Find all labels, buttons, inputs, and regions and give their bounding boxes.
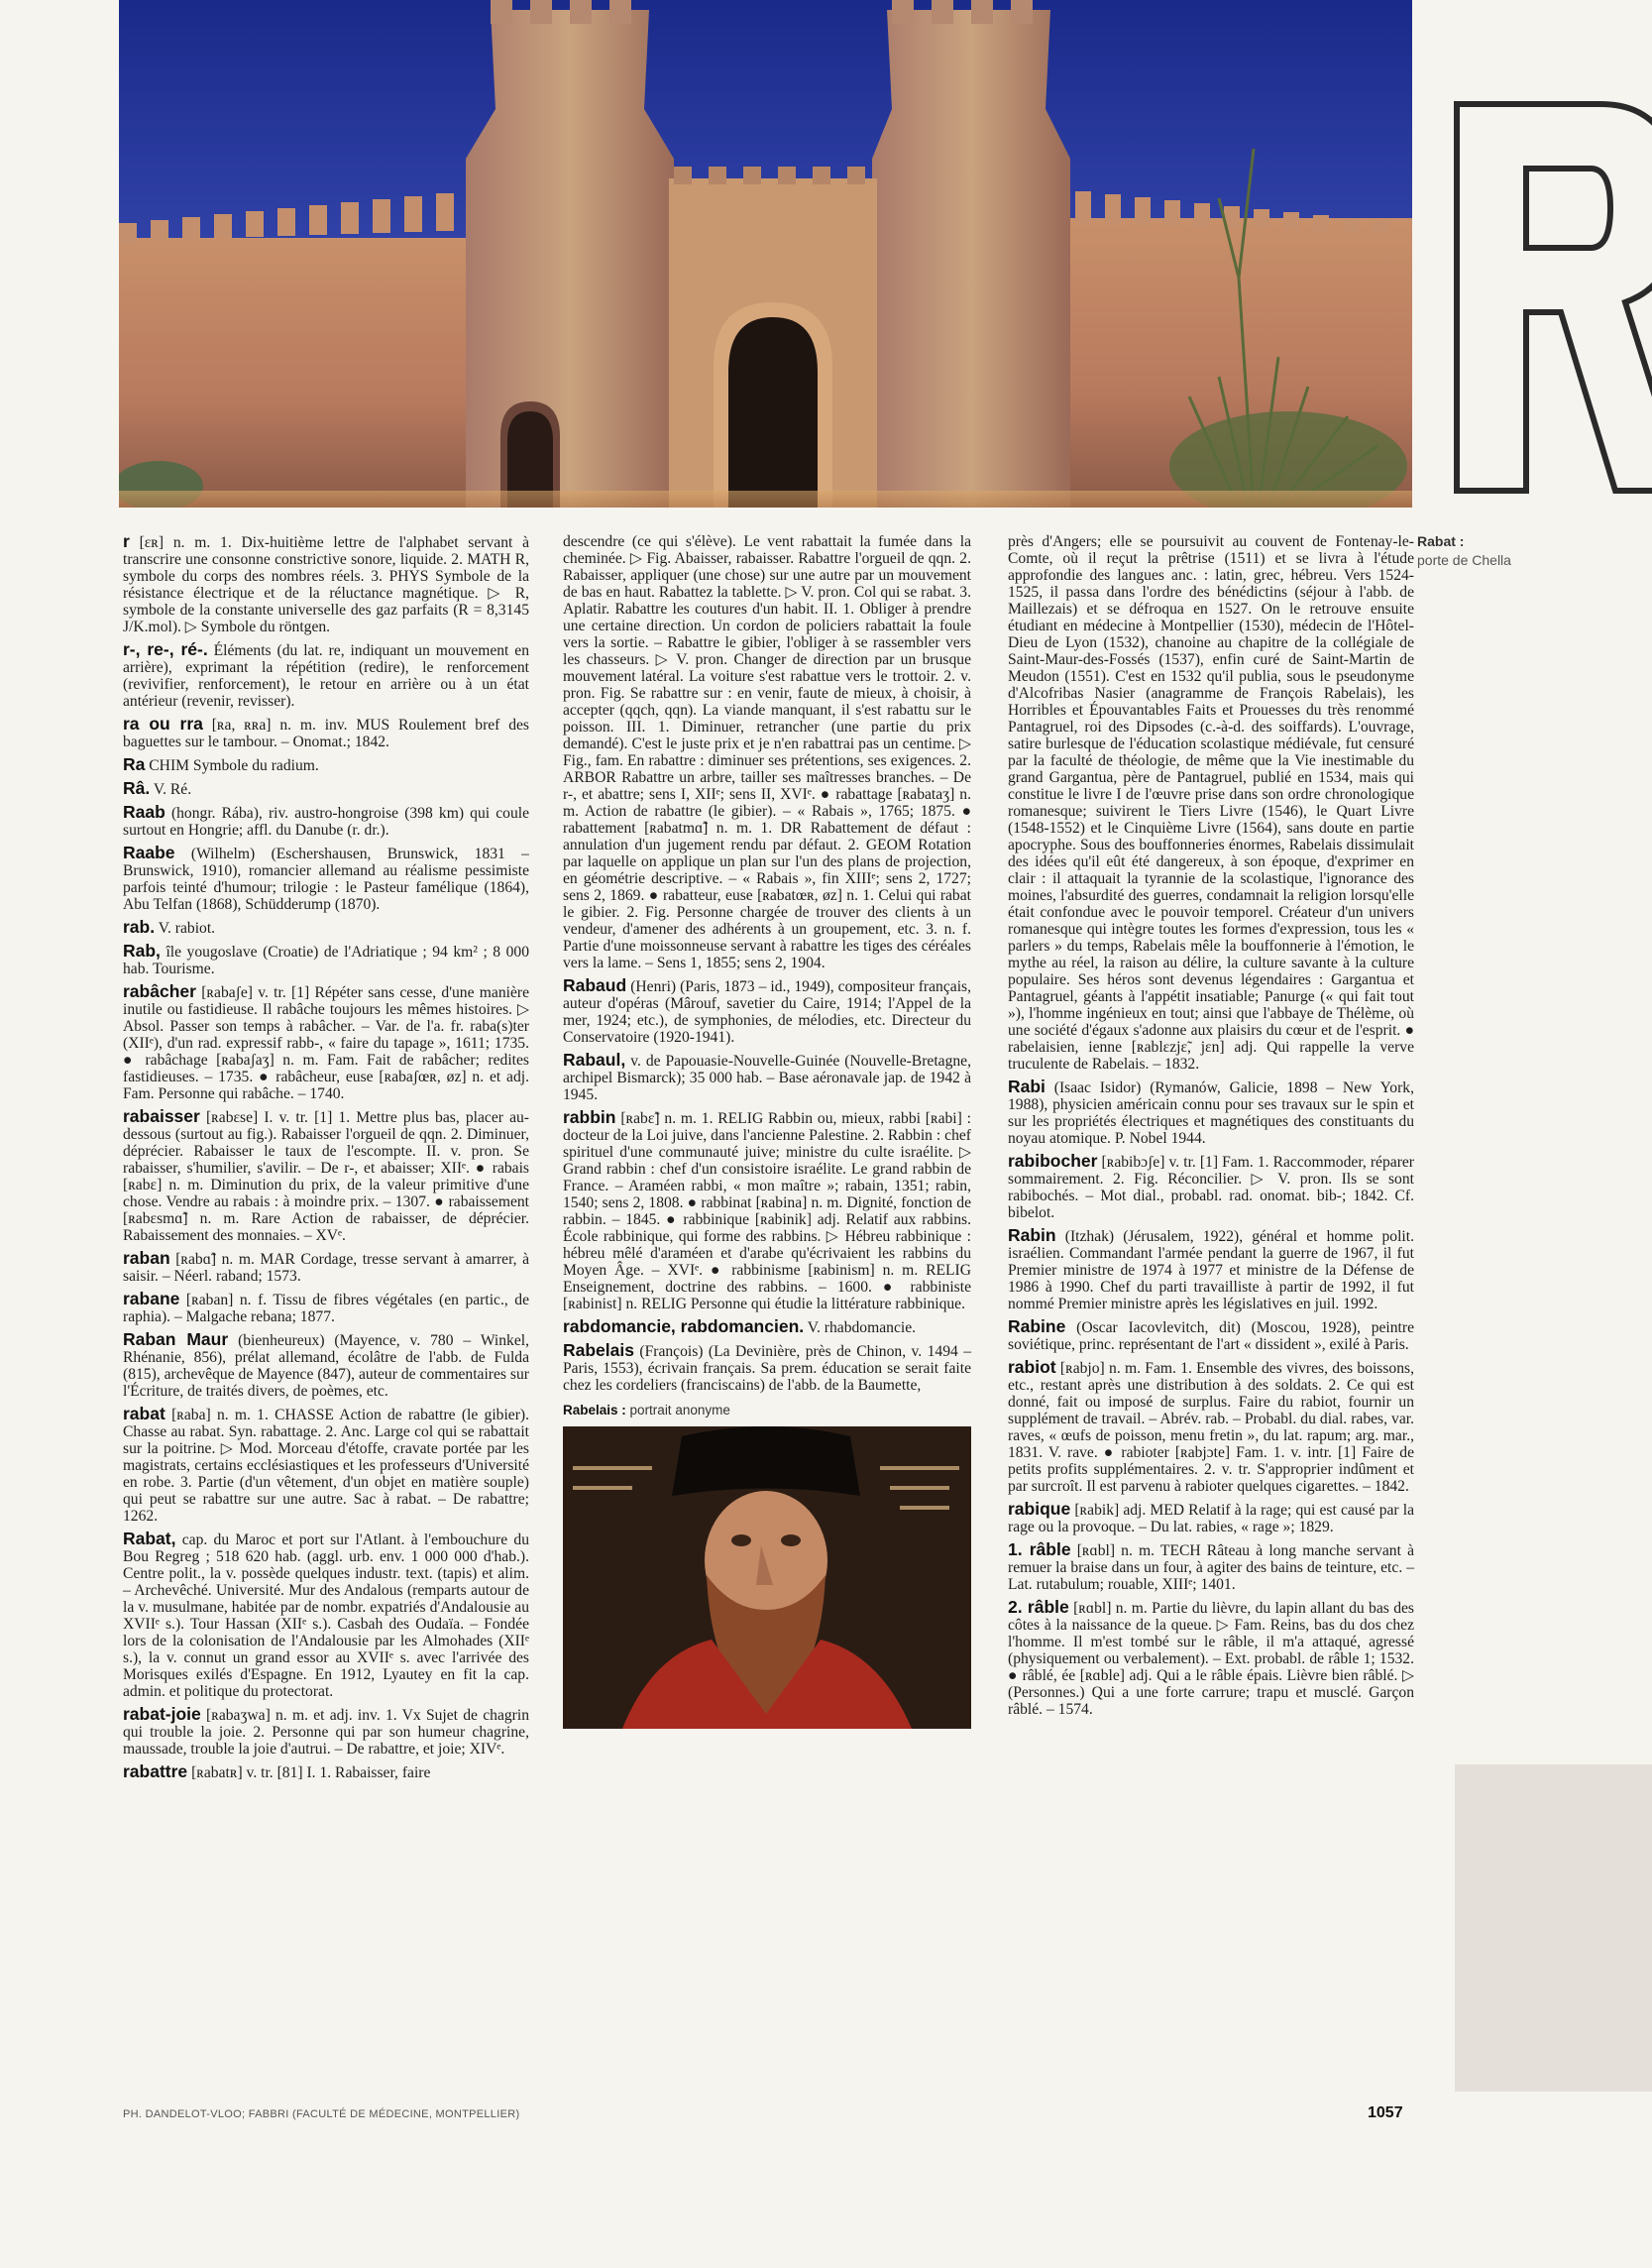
entry-definition: V. rabiot. [158,920,216,937]
entry-definition: CHIM Symbole du radium. [149,757,319,774]
column-1 [123,533,529,1787]
dictionary-entry [563,533,971,971]
dictionary-entry [1008,1153,1414,1221]
dictionary-entry [123,780,529,798]
entry-headword: rabbin [563,1107,616,1127]
dictionary-entry [123,1706,529,1758]
entry-definition: [ʀabibɔʃe] v. tr. [1] Fam. 1. Raccommoder, réparer sommairement. 2. Fig. Réconcilier. ▷ V. pron. Ils se sont rabibochés. – Mot dial., probabl. rad. onomat. bib-; 1842. Cf. bibelot. [1008,1154,1414,1221]
dictionary-entry [563,1318,971,1336]
entry-headword: Rabaud [563,975,627,995]
entry-definition: [ʀabjo] n. m. Fam. 1. Ensemble des vivres, des boissons, etc., restant après une distribution à des soldats. 2. Ce qui est donné, fait ou imposé de surplus. Faire du rabiot, fournir un supplément de travail. – Abrév. rab. – Probabl. du dial. rabes, var. raves, « œufs de poisson, menu fretin », du lat. rapum; arg. mar., 1831. V. rave. ● rabioter [ʀabjɔte] Fam. 1. v. intr. [1] Faire de petits profits supplémentaires. 2. v. tr. S'approprier indûment et par surcroît. Il est parvenu à rabioter quelques cigarettes. – 1842. [1008,1360,1414,1495]
entry-definition: [ɛʀ] n. m. 1. Dix-huitième lettre de l'alphabet servant à transcrire une consonne constrictive sonore, liquide. 2. MATH R, symbole du corps des nombres réels. 3. PHYS Symbole de la résistance électrique et de la réluctance magnétique. ▷ R, symbole de la constante universelle des gaz parfaits (R = 8,3145 J/K.mol). ▷ Symbole du röntgen. [123,534,529,635]
entry-headword: Raab [123,802,165,822]
dictionary-entry [123,919,529,937]
entry-definition: (Itzhak) (Jérusalem, 1922), général et homme polit. israélien. Commandant l'armée pendant la guerre de 1967, il fut Premier ministre de 1974 à 1977 et ministre de la Défense de 1986 à 1990. Chef du parti travailliste à partir de 1992, il fut nommé Premier ministre après les législatives en juil. 1992. [1008,1228,1414,1312]
chellah-gate-photo [119,0,1412,508]
entry-definition: [ʀabɑ̃] n. m. MAR Cordage, tresse servant à amarrer, à saisir. – Néerl. raband; 1573. [123,1251,529,1285]
entry-headword: Rabaul, [563,1050,626,1070]
dictionary-entry [563,1109,971,1312]
entry-headword: Raabe [123,843,175,862]
dictionary-entry [563,1052,971,1103]
dictionary-entry [123,1108,529,1244]
entry-definition: V. Ré. [153,781,192,798]
dictionary-entry [1008,1599,1414,1718]
entry-definition: Éléments (du lat. re, indiquant un mouvement en arrière), exprimant la répétition (redire), le renforcement (revivifier, renforcement), le retour en arrière ou à un état antérieur (revenir, revisser). [123,642,529,710]
dictionary-entry [123,716,529,750]
entry-headword: ra ou rra [123,714,203,734]
entry-definition: [ʀabik] adj. MED Relatif à la rage; qui est causé par la rage ou la provoque. – Du lat. rabies, « rage »; 1829. [1008,1502,1415,1535]
page-number: 1057 [1368,2104,1403,2121]
entry-headword: Ra [123,754,146,774]
portrait-caption-title: Rabelais : [563,1403,626,1418]
entry-headword: rabiot [1008,1357,1056,1377]
entry-headword: Rabi [1008,1077,1046,1096]
entry-headword: r-, re-, ré-. [123,639,208,659]
dictionary-entry [123,804,529,839]
dictionary-entry [1008,1359,1414,1495]
column-3 [1008,533,1414,1724]
entry-definition: près d'Angers; elle se poursuivit au couvent de Fontenay-le-Comte, où il reçut la prêtrise (1511) et se livra à l'étude approfondie des langues anc. : latin, grec, hébreu. Vers 1524-1525, il passa dans l'ordre des bénédictins (séjour à l'abb. de Maillezais) et se défroqua en 1527. On le retrouve ensuite étudiant en médecine à Montpellier (1530), médecin de l'Hôtel-Dieu de Lyon (1532), chanoine au chapitre de la collégiale de Saint-Maur-des-Fossés (1537), enfin curé de Saint-Martin de Meudon (1551). C'est en 1532 qu'il publia, sous le pseudonyme d'Alcofribas Nasier (anagramme de François Rabelais), les Horribles et Épouvantables Faits et Prouesses du très renommé Pantagruel, roi des Dipsodes (c.-à-d. des soiffards). L'ouvrage, satire burlesque de l'éducation scolastique médiévale, fut censuré par la faculté de théologie, de même que la Vie inestimable du grand Gargantua, père de Pantagruel, publié en 1534, mais qui constitue le livre I de l'œuvre prise dans son ordre chronologique romanesque; suivirent le Tiers Livre (1546), le Quart Livre (1548-1552) et le Cinquième Livre (1564), sans doute en partie apocryphe. Sous des bouffonneries énormes, Rabelais dissimulait des idées qu'il eût été dangereux, à son époque, d'exprimer en clair : il attaquait la tyrannie de la scolastique, l'ignorance des moines, l'absurdité des guerres, condamnait la religion lorsqu'elle était confondue avec le pouvoir temporel. Créateur d'un univers romanesque qui intègre toutes les formes d'expression, tous les « parlers » du temps, Rabelais mêle la bouffonnerie à l'émotion, le mythe au réel, la raison au délire, la culture savante à la culture populaire. Ses héros sont devenus légendaires : Gargantua et Pantagruel, géants à l'appétit insatiable; Panurge (« qui fait tout »), l'homme ingénieux en tout; ainsi que l'abbaye de Thélème, où une société d'égaux s'adonne aux plaisirs du cœur et de l'esprit. ● rabelaisien, ienne [ʀablɛzjɛ̃, jɛn] adj. Qui rappelle la verve truculente de Rabelais. – 1832. [1008,533,1414,1073]
entry-definition: [ʀaban] n. f. Tissu de fibres végétales (en partic., de raphia). – Malgache rebana; 1877. [123,1292,529,1325]
dictionary-entry [123,533,529,635]
entry-definition: (Isaac Isidor) (Rymanów, Galicie, 1898 – New York, 1988), physicien américain connu pour ses travaux sur le spin et sur les propriétés électriques et magnétiques des constituants du noyau atomique. P. Nobel 1944. [1008,1079,1414,1147]
dictionary-entry [1008,1501,1414,1535]
portrait-caption-text: portrait anonyme [629,1403,730,1418]
section-letter-r [1452,99,1652,496]
dictionary-entry [1008,1078,1414,1147]
dictionary-entry [123,1763,529,1781]
entry-definition: (bienheureux) (Mayence, v. 780 – Winkel, Rhénanie, 856), prélat allemand, écolâtre de l'abb. de Fulda (815), archevêque de Mayence (847), auteur de commentaires sur l'Écriture, de traités divers, de poèmes, etc. [123,1332,529,1400]
entry-headword: rab. [123,917,156,937]
dictionary-entry [563,977,971,1046]
entry-definition: (Oscar Iacovlevitch, dit) (Moscou, 1928), peintre soviétique, princ. représentant de l'art « dissident », exilé à Paris. [1008,1319,1414,1353]
dictionary-entry [1008,1227,1414,1312]
entry-definition: (Henri) (Paris, 1873 – id., 1949), compositeur français, auteur d'opéras (Mârouf, savetier du Caire, 1914; l'Appel de la mer, 1924; etc.), de symphonies, de mélodies, etc. Directeur du Conservatoire (1920-1941). [563,978,971,1046]
dictionary-entry [123,845,529,913]
dictionary-entry [1008,1318,1414,1353]
rabelais-portrait [563,1426,971,1729]
entry-definition: [ʀa, ʀʀa] n. m. inv. MUS Roulement bref des baguettes sur le tambour. – Onomat.; 1842. [123,717,529,750]
dictionary-entry [123,1250,529,1285]
entry-definition: descendre (ce qui s'élève). Le vent rabattait la fumée dans la cheminée. ▷ Fig. Abaisser, rabaisser. Rabattre l'orgueil de qqn. 2. Rabaisser, appliquer (une chose) sur une autre par un mouvement de bas en haut. Rabattez la tablette. ▷ V. pron. Col qui se rabat. 3. Aplatir. Rabattre les coutures d'un habit. II. 1. Obliger à prendre une certaine direction. Un cordon de policiers rabattait la foule vers la sortie. – Rabattre le gibier, l'obliger à se rassembler vers les chasseurs. ▷ V. pron. Changer de direction par un brusque mouvement latéral. La voiture s'est rabattue vers le trottoir. 2. v. pron. Fig. Se rabattre sur : en venir, faute de mieux, à choisir, à accepter (qqch, qqn). La viande manquant, il s'est rabattu sur le poisson. III. 1. Diminuer, retrancher (une partie du prix demandé). C'est le juste prix et je n'en rabattrai pas un centime. ▷ Fig., fam. En rabattre : diminuer ses prétentions, ses exigences. 2. ARBOR Rabattre un arbre, tailler ses maîtresses branches. – De r-, et abattre; sens I, XIIᵉ; sens II, XVIᵉ. ● rabattage [ʀabataʒ] n. m. Action de rabattre (le gibier). – « Rabais », 1765; 1875. ● rabattement [ʀabatmɑ̃] n. m. 1. DR Rabattement de défaut : annulation d'un jugement rendu par défaut. 2. GEOM Rotation par laquelle on applique un plan sur l'un des plans de projection, en géométrie descriptive. – « Rabais », fin XIIIᵉ; sens 2, 1727; sens 2, 1869. ● rabatteur, euse [ʀabatœʀ, øz] n. 1. Celui qui rabat le gibier. 2. Fig. Personne chargée de trouver des clients à un vendeur, d'amener des adhérents à un groupement, etc. 3. n. f. Partie d'une moissonneuse servant à rabattre les tiges des céréales vers la lame. – Sens 1, 1855; sens 2, 1904. [563,533,971,971]
entry-headword: Rabin [1008,1225,1056,1245]
entry-definition: île yougoslave (Croatie) de l'Adriatique ; 94 km² ; 8 000 hab. Tourisme. [123,944,529,977]
entry-headword: Rabelais [563,1340,634,1360]
entry-headword: Rabat, [123,1529,176,1548]
entry-headword: rabattre [123,1761,188,1781]
entry-headword: Raban Maur [123,1329,229,1349]
entry-definition: [ʀɑbl] n. m. TECH Râteau à long manche servant à remuer la braise dans un four, à agiter des bains de teinture, etc. – Lat. rutabulum; rouable, XIIIᵉ; 1401. [1008,1542,1414,1593]
dictionary-entry [123,943,529,977]
dictionary-entry [123,983,529,1102]
entry-headword: 1. râble [1008,1539,1071,1559]
photo-caption-title: Rabat : [1417,533,1465,549]
dictionary-entry [123,1331,529,1400]
dictionary-entry [1008,1541,1414,1593]
portrait-caption [563,1402,971,1418]
dictionary-entry [123,641,529,710]
entry-definition: (François) (La Devinière, près de Chinon, v. 1494 – Paris, 1553), écrivain français. Sa prem. éducation se serait faite chez les cordeliers (franciscains) de l'abb. de la Baumette, [563,1343,971,1394]
entry-headword: Rabine [1008,1316,1066,1336]
entry-definition: cap. du Maroc et port sur l'Atlant. à l'embouchure du Bou Regreg ; 518 620 hab. (aggl. urb. env. 1 000 000 d'hab.). Centre polit., la v. possède quelques industr. text. (tapis) et alim. – Archevêché. Université. Mur des Andalous (remparts autour de la v. musulmane, habitée par de nombr. expatriés d'Andalousie au XVIIᵉ s.). Tour Hassan (XIIᵉ s.). Casbah des Oudaïa. – Fondée lors de la colonisation de l'Andalousie par les Almohades (XIIᵉ s.), la v. connut un grand essor au XVIIᵉ s. avec l'arrivée des Morisques exilés d'Espagne. En 1912, Lyautey en fit la cap. admin. et politique du protectorat. [123,1531,529,1700]
entry-definition: [ʀaba] n. m. 1. CHASSE Action de rabattre (le gibier). Chasse au rabat. Syn. rabattage. 2. Anc. Large col qui se rabattait sur la poitrine. ▷ Mod. Morceau d'étoffe, cravate portée par les magistrats, certains ecclésiastiques et les professeurs d'Université en robe. 3. Partie (d'un vêtement, d'un objet en matière souple) qui peut se rabattre sur une autre. Sac à rabat. – De rabattre; 1262. [123,1407,530,1525]
entry-headword: Râ. [123,778,151,798]
column-2 [563,533,971,1729]
entry-headword: rabibocher [1008,1151,1098,1171]
entry-definition: (Wilhelm) (Eschershausen, Brunswick, 1831 – Brunswick, 1910), romancier allemand au réalisme pessimiste parfois teinté d'humour; trilogie : le Pasteur famélique (1864), Abu Telfan (1868), Schüdderump (1870). [123,846,529,913]
entry-definition: [ʀabatʀ] v. tr. [81] I. 1. Rabaisser, faire [191,1764,431,1781]
entry-definition: [ʀabɛ̃] n. m. 1. RELIG Rabbin ou, mieux, rabbi [ʀabi] : docteur de la Loi juive, dans l'ancienne Palestine. 2. Rabbin : chef spirituel d'une communauté juive; ministre du culte israélite. ▷ Grand rabbin : chef d'un consistoire israélite. Le grand rabbin de France. – Araméen rabbi, « mon maître »; rabain, 1351; rabin, 1540; sens 2, 1808. ● rabbinat [ʀabina] n. m. Dignité, fonction de rabbin. – 1845. ● rabbinique [ʀabinik] adj. Relatif aux rabbins. École rabbinique, qui forme des rabbins. ▷ Hébreu rabbinique : hébreu mêlé d'araméen et d'arabe qu'écrivaient les rabbins du Moyen Âge. – XVIᵉ. ● rabbinisme [ʀabinism] n. m. RELIG Enseignement, doctrine des rabbins. – 1600. ● rabbiniste [ʀabinist] n. RELIG Personne qui étudie la littérature rabbinique. [563,1110,971,1312]
entry-definition: [ʀabɛse] I. v. tr. [1] 1. Mettre plus bas, placer au-dessous (surtout au fig.). Rabaisser l'orgueil de qqn. 2. Diminuer, déprécier. Rabaisser le taux de l'escompte. II. v. pron. Se rabaisser, s'humilier, s'avilir. – De r-, et abaisser; XIIᵉ. ● rabais [ʀabɛ] n. m. Diminution du prix, de la valeur primitive d'une chose. Vendre au rabais : à moindre prix. – 1307. ● rabaissement [ʀabɛsmɑ̃] n. m. Rare Action de rabaisser, de déprécier. Rabaissement des monnaies. – XVᵉ. [123,1109,529,1244]
entry-headword: r [123,531,130,551]
photo-credit: PH. DANDELOT-VLOO; FABBRI (FACULTÉ DE MÉDECINE, MONTPELLIER) [123,2108,520,2120]
entry-definition: [ʀabaʒwa] n. m. et adj. inv. 1. Vx Sujet de chagrin qui trouble la joie. 2. Personne qui par son humeur chagrine, maussade, trouble la joie d'autrui. – De rabattre, et joie; XIVᵉ. [123,1707,529,1758]
entry-definition: (hongr. Rába), riv. austro-hongroise (398 km) qui coule surtout en Hongrie; affl. du Danube (r. dr.). [123,805,530,839]
entry-headword: raban [123,1248,170,1268]
entry-headword: rabat-joie [123,1704,201,1724]
faded-bleed-image [1455,1764,1652,2092]
entry-headword: rabdomancie, rabdomancien. [563,1316,805,1336]
dictionary-entry [123,1531,529,1700]
entry-headword: Rab, [123,941,161,961]
dictionary-entry [1008,533,1414,1073]
entry-headword: rabat [123,1404,165,1423]
dictionary-entry [123,1406,529,1525]
entry-headword: rabaisser [123,1106,200,1126]
dictionary-entry [123,1291,529,1325]
photo-caption-text: porte de Chella [1417,552,1511,568]
entry-headword: rabique [1008,1499,1071,1519]
entry-definition: v. de Papouasie-Nouvelle-Guinée (Nouvelle-Bretagne, archipel Bismarck); 35 000 hab. – Base aéronavale jap. de 1942 à 1945. [563,1053,971,1103]
dictionary-entry [563,1342,971,1394]
entry-headword: rabane [123,1289,180,1308]
entry-definition: V. rhabdomancie. [807,1319,917,1336]
entry-definition: [ʀɑbl] n. m. Partie du lièvre, du lapin allant du bas des côtes à la naissance de la queue. ▷ Fam. Reins, bas du dos chez l'homme. Il m'est tombé sur le râble, il m'a attaqué, agressé (physiquement ou verbalement). – Ext. probabl. de râble 1; 1532. ● râblé, ée [ʀɑble] adj. Qui a le râble épais. Lièvre bien râblé. ▷ (Personnes.) Qui a une forte carrure; trapu et musclé. Garçon râblé. – 1574. [1008,1600,1414,1718]
entry-headword: rabâcher [123,981,196,1001]
photo-caption [1417,532,1511,570]
entry-definition: [ʀabaʃe] v. tr. [1] Répéter sans cesse, d'une manière inutile ou fastidieuse. Il rabâche toujours les mêmes histoires. ▷ Absol. Passer son temps à rabâcher. – Var. de l'a. fr. raba(s)ter (XIIᵉ), d'un rad. expressif rabb-, « faire du tapage », 1611; 1735. ● rabâchage [ʀabaʃaʒ] n. m. Fam. Fait de rabâcher; redites fastidieuses. – 1735. ● rabâcheur, euse [ʀabaʃœʀ, øz] n. et adj. Fam. Personne qui rabâche. – 1740. [123,984,530,1102]
entry-headword: 2. râble [1008,1597,1069,1617]
dictionary-entry [123,756,529,774]
